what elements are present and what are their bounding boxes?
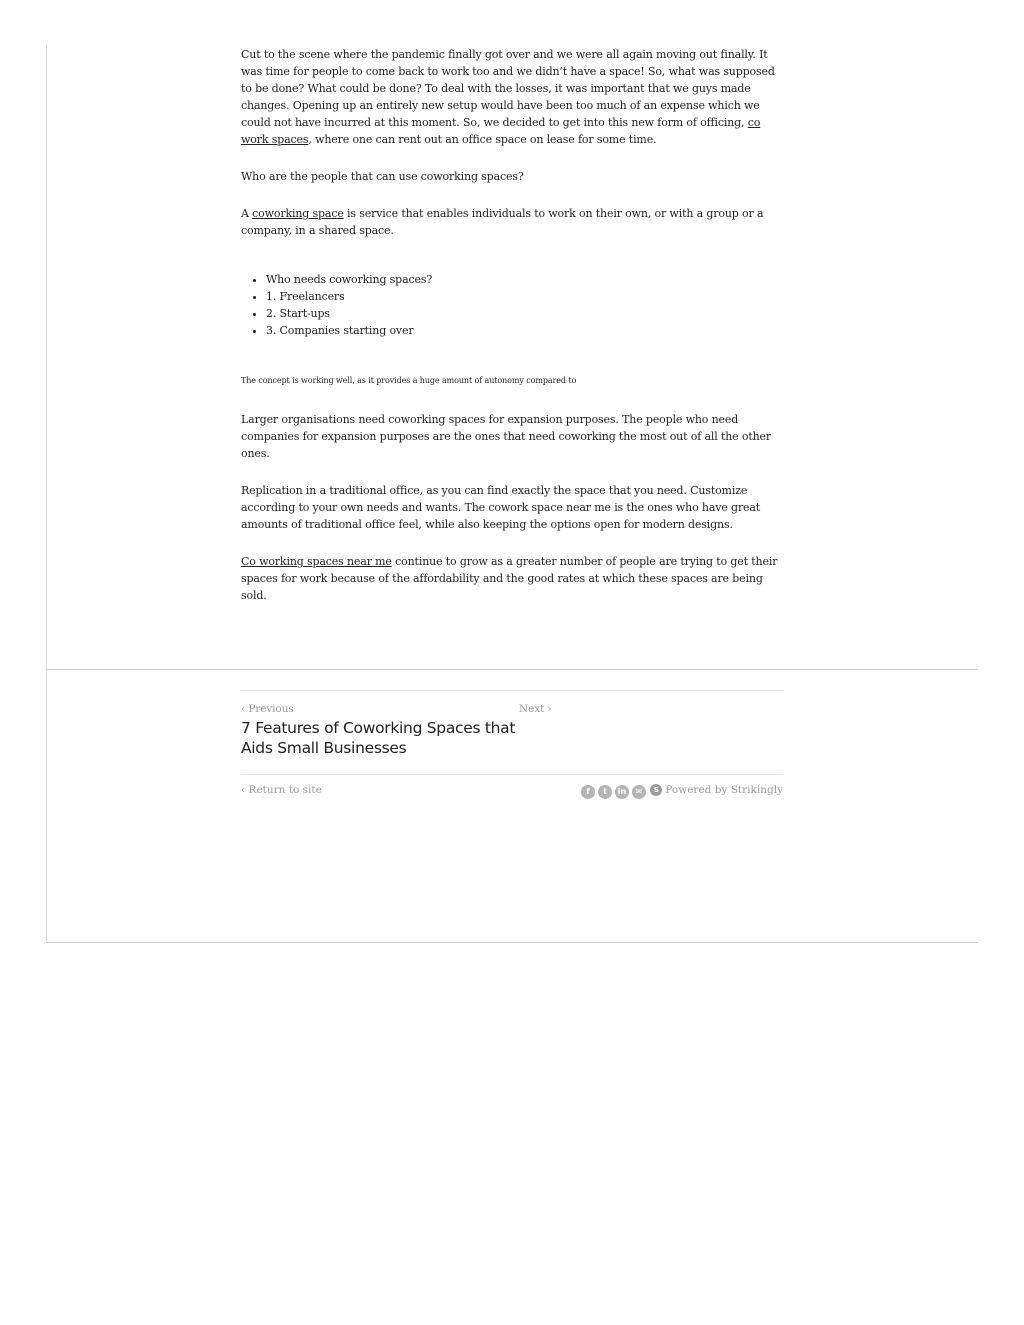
post-footer [241,784,783,800]
paragraph-replication: Replication in a traditional office, as you can find exactly the space that you need. Customize according to your own needs and wants. The cowork space near me is the ones who have great amounts of traditional office feel, while also keeping the options open for modern designs. [241,484,761,531]
frame-bottom-border [46,942,978,943]
blog-post-body [241,46,786,624]
who-needs-list [241,271,786,339]
content-frame-border [46,45,47,942]
facebook-icon[interactable]: f [581,785,595,799]
paragraph-larger-orgs: Larger organisations need coworking spaces for expansion purposes. The people who need companies for expansion purposes are the ones that need coworking the most out of all the other ones. [241,413,772,460]
section-divider [46,669,978,670]
co-working-spaces-near-me-link[interactable]: Co working spaces near me [241,555,392,568]
nav-bottom-rule [241,774,783,775]
return-to-site-link[interactable]: ‹ Return to site [241,784,322,796]
next-link[interactable]: Next › [519,703,552,715]
share-icons [581,785,646,799]
powered-by-strikingly[interactable] [650,784,783,796]
list-item: • 2. Start-ups [266,305,786,322]
previous-post-title[interactable]: 7 Features of Coworking Spaces that Aids Small Businesses [241,719,516,757]
twitter-icon[interactable]: t [598,785,612,799]
powered-by-label: Powered by Strikingly [665,784,783,796]
list-item: • 3. Companies starting over [266,322,786,339]
paragraph-intro: Cut to the scene where the pandemic finally got over and we were all again moving out finally. It was time for people to come back to work too and we didn’t have a space! So, what was supposed to be done? What could be done? To deal with the losses, it was important that we guys made changes. Opening up an entirely new setup would have been too much of an expense which we could not have incurred at this moment. So, we decided to get into this new form of officing, co work spaces, where one can rent out an office space on lease for some time. [241,48,775,146]
list-item: • 1. Freelancers [266,288,786,305]
paragraph-question: Who are the people that can use coworking spaces? [241,170,524,183]
strikingly-logo-icon: S [650,784,662,796]
coworking-space-link[interactable]: coworking space [252,207,344,220]
paragraph-near-me: Co working spaces near me continue to grow as a greater number of people are trying to get their spaces for work because of the affordability and the good rates at which these spaces are being sold. [241,555,778,602]
co-work-spaces-link[interactable]: co work spaces [241,116,761,146]
nav-top-rule [241,690,783,691]
linkedin-icon[interactable]: in [615,785,629,799]
paragraph-definition: A coworking space is service that enables individuals to work on their own, or with a group or a company, in a shared space. [241,207,764,237]
list-item: • Who needs coworking spaces? [266,271,786,288]
email-icon[interactable]: ✉ [632,785,646,799]
previous-link[interactable]: ‹ Previous [241,703,294,715]
small-note: The concept is working well, as it provides a huge amount of autonomy compared to [241,376,577,385]
